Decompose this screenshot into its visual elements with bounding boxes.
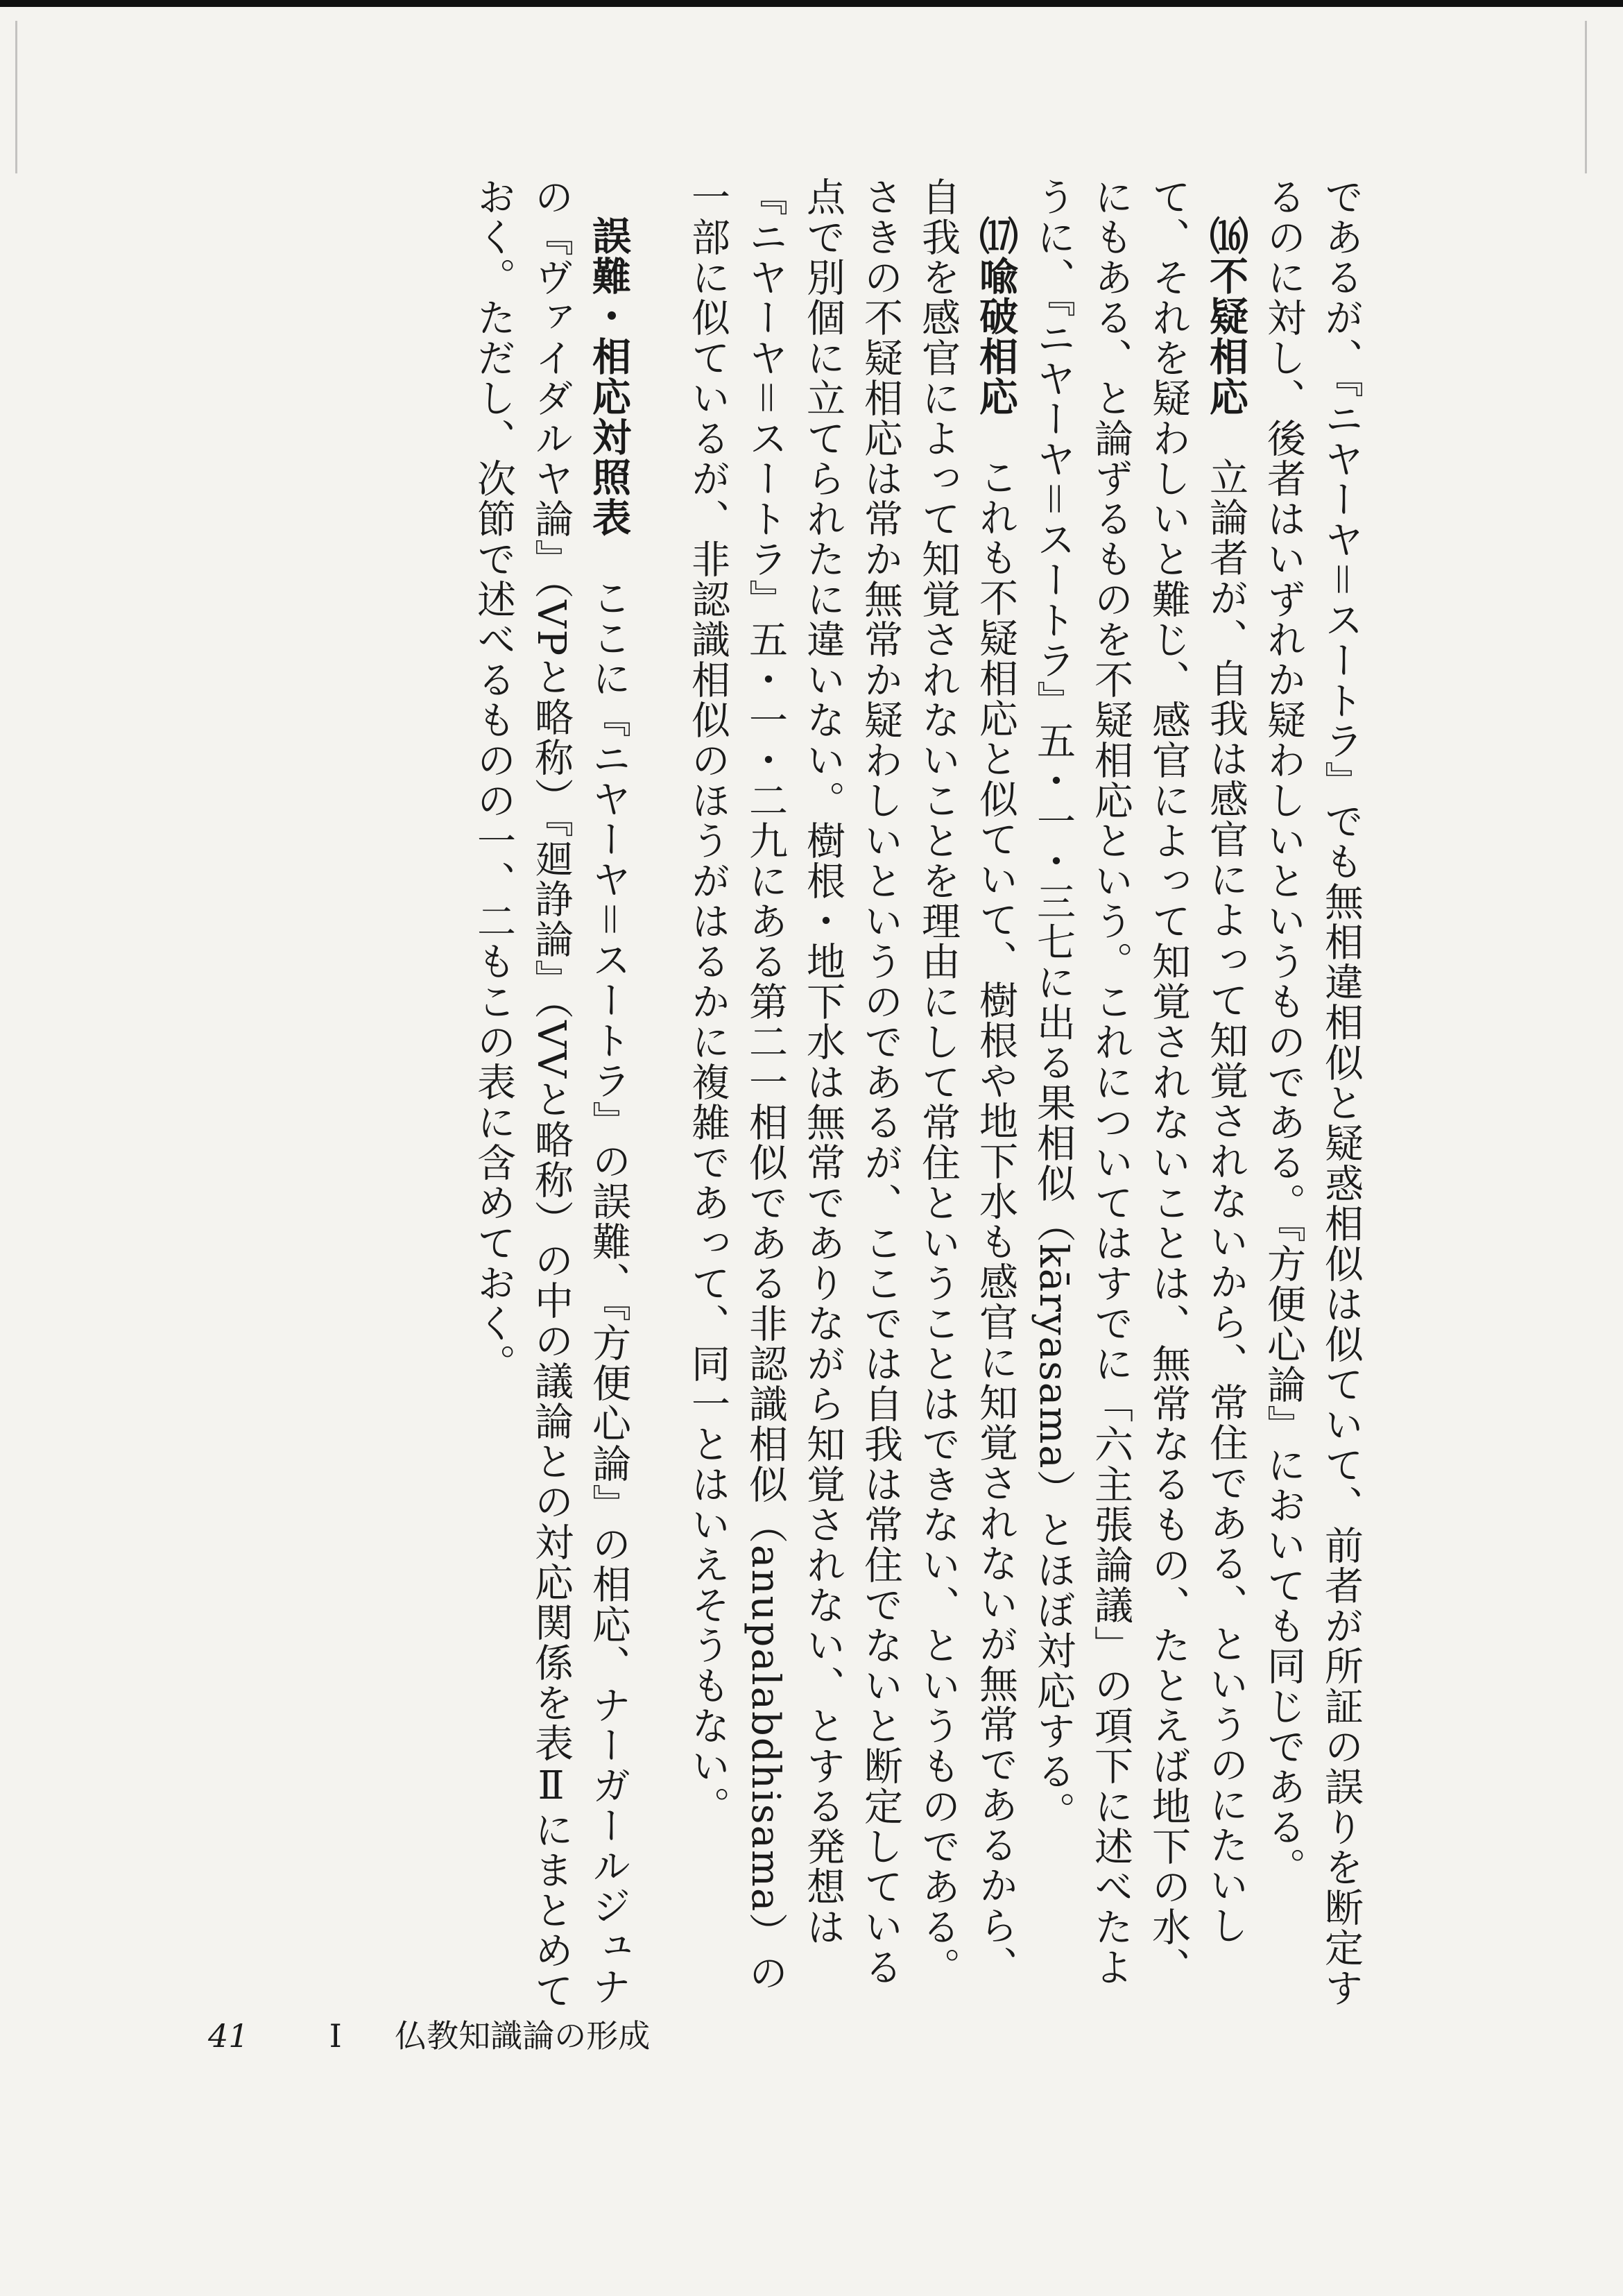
page-footer [208, 2015, 650, 2057]
body-text [465, 177, 1370, 2015]
right-edge-mark [1585, 21, 1587, 173]
paragraph-2 [1024, 177, 1255, 2015]
chapter-title: 仏教知識論の形成 [395, 2017, 651, 2055]
page-number: 41 [208, 2017, 249, 2055]
chapter-mark: I [329, 2017, 342, 2055]
paragraph-4 [465, 177, 637, 2015]
left-edge-mark [15, 21, 17, 173]
paragraph-3 [679, 177, 1024, 2015]
paragraph-2-text: 立論者が、自我は感官によって知覚されないから、常住である、というのにたいして、それを疑わしいと難じ、感官によって知覚されないことは、無常なるもの、たとえば地下の水、にもある、と論ずるものを不疑相応という。これについてはすでに「六主張論議」の項下に述べたように、『ニヤーヤ＝スートラ』五・一・三七に出る果相似（kāryasama）とほぼ対応する。 [1031, 177, 1248, 1987]
paragraph-4-heading: 誤難・相応対照表 [586, 216, 631, 538]
paragraph-1-text: であるが、『ニヤーヤ＝スートラ』でも無相違相似と疑惑相似は似ていて、前者が所証の誤りを断定するのに対し、後者はいずれか疑わしいというものである。『方便心論』においても同じである。 [1261, 177, 1364, 2008]
paragraph-1 [1255, 177, 1370, 2015]
paragraph-3-heading: ⒄喩破相応 [973, 216, 1018, 417]
paragraph-2-heading: ⒃不疑相応 [1203, 216, 1248, 417]
top-border-rule [0, 0, 1623, 7]
paragraph-4-text: ここに『ニヤーヤ＝スートラ』の誤難、『方便心論』の相応、ナーガールジュナの『ヴァイダルヤ論』（VPと略称）『廻諍論』（VVと略称）の中の議論との対応関係を表Ⅱにまとめておく。ただし、次節で述べるものの一、二もこの表に含めておく。 [471, 177, 631, 2012]
paragraph-3-text: これも不疑相応と似ていて、樹根や地下水も感官に知覚されないが無常であるから、自我を感官によって知覚されないことを理由にして常住ということはできない、というものである。さきの不疑相応は常か無常か疑わしいというのであるが、ここでは自我は常住でないと断定している点で別個に立てられたに違いない。樹根・地下水は無常でありながら知覚されない、とする発想は『ニヤーヤ＝スートラ』五・一・二九にある第二一相似である非認識相似（anupalabdhisama）の一部に似ているが、非認識相似のほうがはるかに複雑であって、同一とはいえそうもない。 [685, 177, 1018, 1994]
